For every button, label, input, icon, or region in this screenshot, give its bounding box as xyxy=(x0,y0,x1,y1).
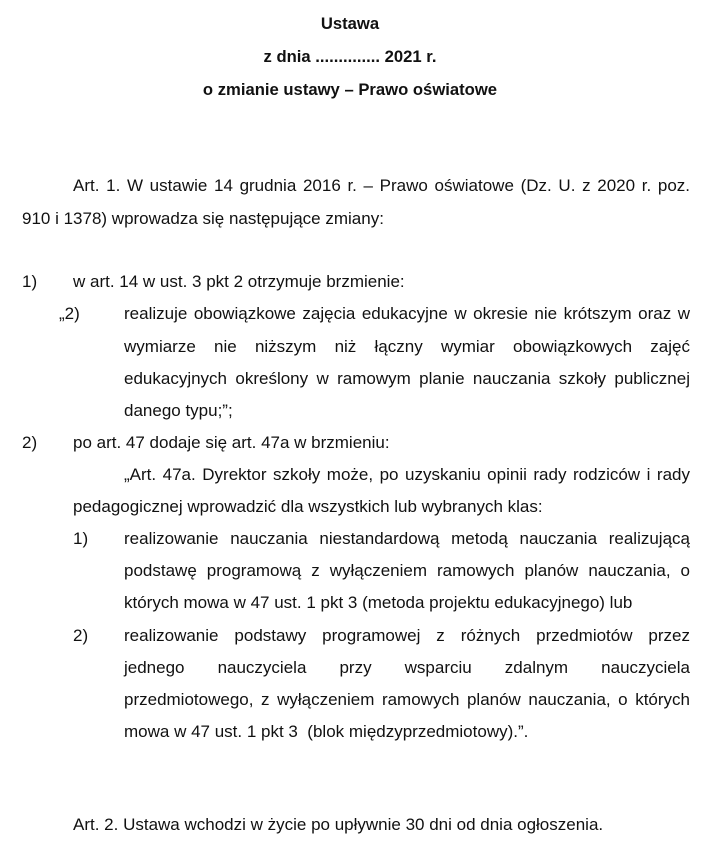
subitem-2-line-text: jednego nauczyciela przy wsparciu zdalnym nauczyciela xyxy=(124,658,690,677)
art47a-intro-line2: pedagogicznej wprowadzić dla wszystkich lub wybranych klas: xyxy=(73,497,543,516)
item-1-quote-line-text: wymiarze nie niższym niż łączny wymiar obowiązkowych zajęć xyxy=(124,337,690,356)
art1-intro-line1-text: Art. 1. W ustawie 14 grudnia 2016 r. – Prawo oświatowe (Dz. U. z 2020 r. poz. xyxy=(73,176,690,195)
subitem-2-line: mowa w 47 ust. 1 pkt 3 (blok międzyprzedmiotowy).”. xyxy=(124,722,529,741)
item-1-quote-line xyxy=(124,369,690,389)
item-1-quote-line-text: realizuje obowiązkowe zajęcia edukacyjne w okresie nie krótszym oraz w xyxy=(124,304,690,323)
item-1-quote-line-text: edukacyjnych określony w ramowym planie nauczania szkoły publicznej xyxy=(124,369,690,388)
item-1-quote-number: „2) xyxy=(59,304,80,323)
subitem-1-line: których mowa w 47 ust. 1 pkt 3 (metoda projektu edukacyjnego) lub xyxy=(124,593,633,612)
subitem-2-line xyxy=(124,658,690,678)
subitem-2-line xyxy=(124,626,690,646)
item-2-text: po art. 47 dodaje się art. 47a w brzmieniu: xyxy=(73,433,390,452)
item-1-quote-line xyxy=(124,304,690,324)
item-1-quote-line: danego typu;”; xyxy=(124,401,233,420)
subitem-1-number: 1) xyxy=(73,529,89,548)
item-2-number: 2) xyxy=(22,433,38,452)
subitem-1-line-text: realizowanie nauczania niestandardową metodą nauczania realizującą xyxy=(124,529,690,548)
document-title: Ustawa xyxy=(320,14,380,33)
subitem-1-line xyxy=(124,561,690,581)
document-subject: o zmianie ustawy – Prawo oświatowe xyxy=(202,80,498,99)
art2-text: Art. 2. Ustawa wchodzi w życie po upływnie 30 dni od dnia ogłoszenia. xyxy=(73,815,604,834)
art1-intro-line1 xyxy=(73,176,690,196)
art1-intro-line2: 910 i 1378) wprowadza się następujące zmiany: xyxy=(22,209,384,228)
subitem-2-line-text: przedmiotowego, z wyłączeniem ramowych planów nauczania, o których xyxy=(124,690,690,709)
subitem-2-line-text: realizowanie podstawy programowej z różnych przedmiotów przez xyxy=(124,626,690,645)
item-1-text: w art. 14 w ust. 3 pkt 2 otrzymuje brzmienie: xyxy=(73,272,405,291)
subitem-1-line xyxy=(124,529,690,549)
item-1-quote-line xyxy=(124,337,690,357)
document-date-line: z dnia .............. 2021 r. xyxy=(263,47,437,66)
subitem-2-line xyxy=(124,690,690,710)
subitem-2-number: 2) xyxy=(73,626,89,645)
art47a-intro-line1-text: „Art. 47a. Dyrektor szkoły może, po uzyskaniu opinii rady rodziców i rady xyxy=(124,465,690,484)
item-1-number: 1) xyxy=(22,272,38,291)
art47a-intro-line1 xyxy=(124,465,690,485)
subitem-1-line-text: podstawę programową z wyłączeniem ramowych planów nauczania, o xyxy=(124,561,690,580)
